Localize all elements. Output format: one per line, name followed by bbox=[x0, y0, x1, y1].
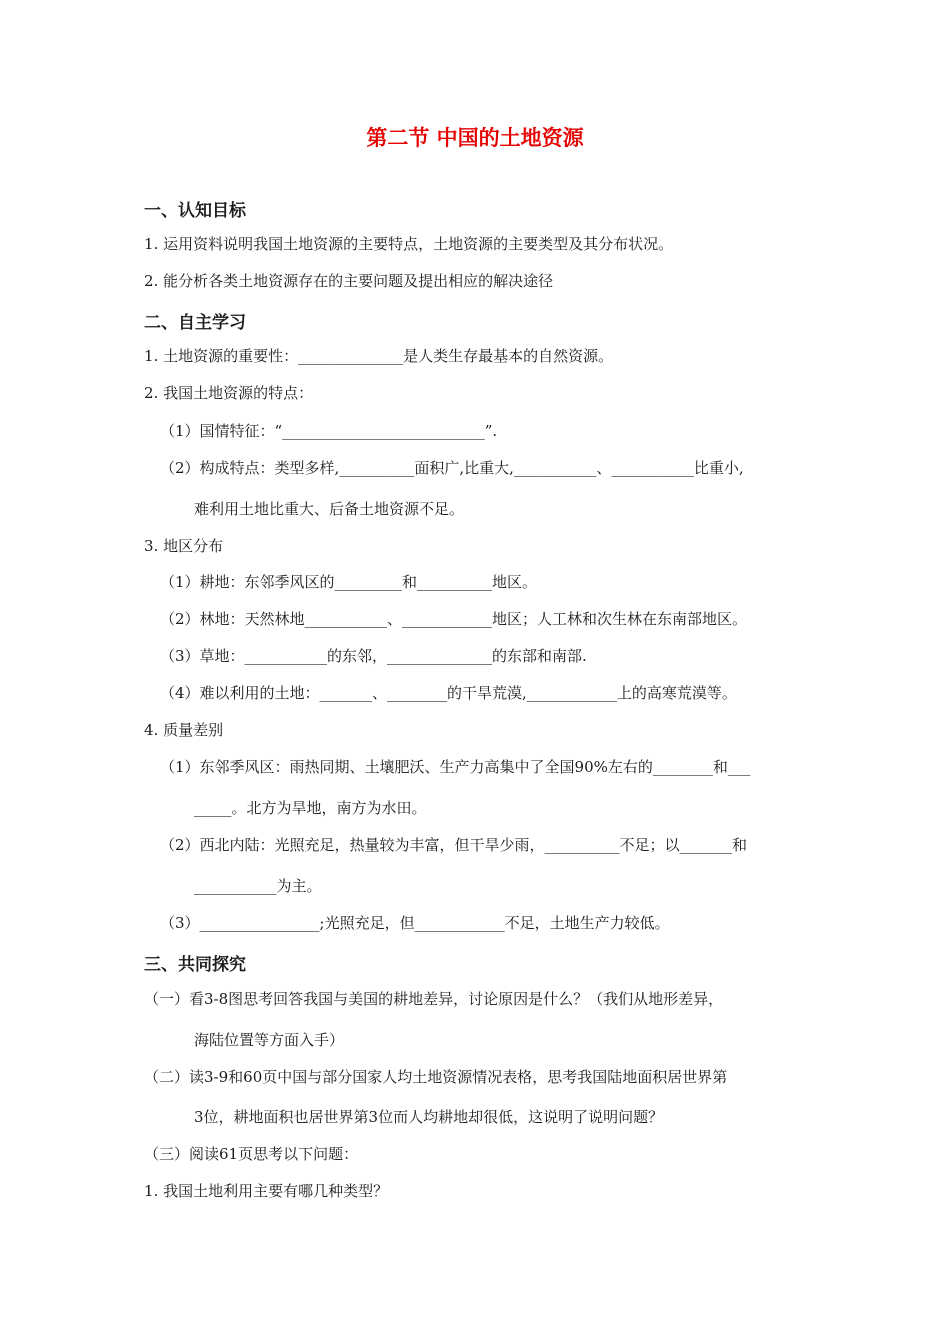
text-line: （1）东邻季风区：雨热同期、土壤肥沃、生产力高集中了全国90%左右的________和___ bbox=[160, 758, 751, 776]
text-line: _____。北方为旱地，南方为水田。 bbox=[194, 799, 427, 817]
text-line: （3）草地：___________的东邻，______________的东部和南部. bbox=[160, 647, 587, 665]
section-heading-2: 二、自主学习 bbox=[144, 313, 246, 333]
page-title: 第二节 中国的土地资源 bbox=[366, 126, 584, 150]
text-line: （1）耕地：东邻季风区的_________和__________地区。 bbox=[160, 573, 538, 591]
text-line: 3. 地区分布 bbox=[144, 537, 224, 555]
text-line: 2. 能分析各类土地资源存在的主要问题及提出相应的解决途径 bbox=[144, 272, 554, 290]
text-line: 难利用土地比重大、后备土地资源不足。 bbox=[194, 500, 465, 518]
text-line: （1）国情特征：“___________________________”. bbox=[160, 422, 498, 440]
text-line: （一）看3-8图思考回答我国与美国的耕地差异，讨论原因是什么？（我们从地形差异， bbox=[144, 990, 724, 1008]
text-line: （三）阅读61页思考以下问题： bbox=[144, 1145, 359, 1163]
section-heading-1: 一、认知目标 bbox=[144, 201, 246, 221]
text-line: （2）西北内陆：光照充足，热量较为丰富，但干旱少雨，__________不足；以_______和 bbox=[160, 836, 748, 854]
text-line: 4. 质量差别 bbox=[144, 721, 224, 739]
text-line: 1. 土地资源的重要性：______________是人类生存最基本的自然资源。 bbox=[144, 347, 614, 365]
section-heading-3: 三、共同探究 bbox=[144, 955, 246, 975]
text-line: 海陆位置等方面入手） bbox=[194, 1031, 345, 1049]
text-line: （2）构成特点：类型多样,__________面积广,比重大,___________、___________比重小, bbox=[160, 459, 744, 477]
text-line: ___________为主。 bbox=[194, 877, 322, 895]
text-line: （2）林地：天然林地___________、____________地区；人工林和次生林在东南部地区。 bbox=[160, 610, 748, 628]
text-line: 1. 我国土地利用主要有哪几种类型？ bbox=[144, 1182, 389, 1200]
text-line: （二）读3-9和60页中国与部分国家人均土地资源情况表格，思考我国陆地面积居世界第 bbox=[144, 1068, 728, 1086]
text-line: 3位，耕地面积也居世界第3位而人均耕地却很低，这说明了说明问题？ bbox=[194, 1108, 664, 1126]
text-line: （4）难以利用的土地：_______、________的干旱荒漠,____________上的高寒荒漠等。 bbox=[160, 684, 737, 702]
text-line: 2. 我国土地资源的特点： bbox=[144, 384, 314, 402]
text-line: （3）________________;光照充足，但____________不足，土地生产力较低。 bbox=[160, 914, 670, 932]
text-line: 1. 运用资料说明我国土地资源的主要特点，土地资源的主要类型及其分布状况。 bbox=[144, 235, 674, 253]
